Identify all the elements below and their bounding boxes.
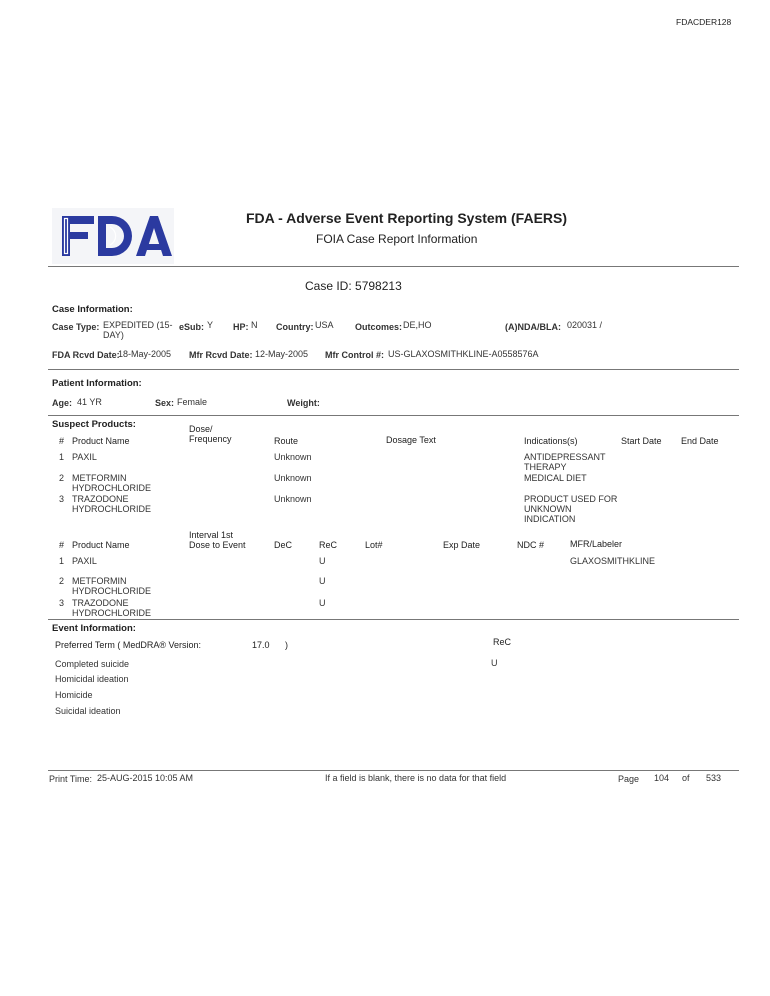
fda-logo-icon — [52, 208, 174, 264]
col-mfr-labeler: MFR/Labeler — [570, 539, 623, 549]
col-interval-1: Interval 1st — [189, 530, 234, 540]
rec-value: U — [319, 598, 326, 608]
divider — [48, 415, 739, 416]
col-interval-2: Dose to Event — [189, 540, 246, 550]
print-time-label: Print Time: — [49, 774, 93, 784]
weight-label: Weight: — [287, 398, 320, 408]
col-rec: ReC — [319, 540, 338, 550]
product-name: TRAZODONE — [72, 598, 129, 608]
event-rec-header: ReC — [493, 637, 512, 647]
nda-label: (A)NDA/BLA: — [505, 322, 561, 332]
product-name-line-2: HYDROCHLORIDE — [72, 608, 152, 618]
footer-divider — [48, 770, 739, 771]
route: Unknown — [274, 494, 312, 504]
indication-line-1: MEDICAL DIET — [524, 473, 587, 483]
row-num: 1 — [59, 452, 65, 462]
product-name: METFORMIN — [72, 473, 127, 483]
case-id-label: Case ID: — [305, 279, 352, 293]
indication-line-1: PRODUCT USED FOR — [524, 494, 618, 504]
country-value: USA — [315, 320, 334, 330]
mfr-rcvd-label: Mfr Rcvd Date: — [189, 350, 253, 360]
of-label: of — [682, 773, 690, 783]
outcomes-value: DE,HO — [403, 320, 432, 330]
row-num: 1 — [59, 556, 65, 566]
col-product-name: Product Name — [72, 540, 130, 550]
col-exp-date: Exp Date — [443, 540, 481, 550]
case-type-value-2: DAY) — [103, 330, 124, 340]
age-value: 41 YR — [77, 397, 102, 407]
fda-rcvd-label: FDA Rcvd Date: — [52, 350, 120, 360]
rec-value: U — [319, 576, 326, 586]
indication-line-2: UNKNOWN — [524, 504, 572, 514]
case-info-title: Case Information: — [52, 304, 133, 315]
outcomes-label: Outcomes: — [355, 322, 403, 332]
sex-value: Female — [177, 397, 208, 407]
preferred-term-label: Preferred Term ( MedDRA® Version: — [55, 640, 202, 650]
col-lot: Lot# — [365, 540, 383, 550]
rec-value: U — [319, 556, 326, 566]
preferred-term-close: ) — [285, 640, 288, 650]
col-num: # — [59, 540, 65, 550]
product-name: PAXIL — [72, 452, 97, 462]
nda-value: 020031 / — [567, 320, 603, 330]
divider — [48, 619, 739, 620]
row-num: 3 — [59, 494, 65, 504]
col-ndc: NDC # — [517, 540, 545, 550]
meddra-version: 17.0 — [252, 640, 270, 650]
sex-label: Sex: — [155, 398, 175, 408]
col-num: # — [59, 436, 65, 446]
col-route: Route — [274, 436, 299, 446]
fda-logo — [52, 208, 174, 264]
mfr-rcvd-value: 12-May-2005 — [255, 349, 309, 359]
case-type-value-1: EXPEDITED (15- — [103, 320, 173, 330]
page-total: 533 — [706, 773, 722, 783]
print-time-value: 25-AUG-2015 10:05 AM — [97, 773, 194, 783]
case-id — [305, 279, 402, 293]
mfr-control-label: Mfr Control #: — [325, 350, 384, 360]
col-dosage-text: Dosage Text — [386, 435, 436, 445]
product-name-line-2: HYDROCHLORIDE — [72, 586, 152, 596]
event-term: Homicide — [55, 690, 93, 700]
event-rec: U — [491, 658, 498, 668]
col-dose-1: Dose/ — [189, 424, 213, 434]
col-dose-2: Frequency — [189, 434, 232, 444]
report-title: FDA - Adverse Event Reporting System (FAERS) — [246, 210, 568, 226]
col-indications: Indications(s) — [524, 436, 578, 446]
page-number: 104 — [654, 773, 670, 783]
header-divider — [48, 266, 739, 267]
fda-rcvd-value: 18-May-2005 — [118, 349, 172, 359]
suspect-products-title: Suspect Products: — [52, 419, 136, 430]
route: Unknown — [274, 452, 312, 462]
event-info-title: Event Information: — [52, 623, 136, 634]
hp-value: N — [251, 320, 258, 330]
patient-info-title: Patient Information: — [52, 378, 142, 389]
document-code: FDACDER128 — [676, 17, 732, 27]
esub-value: Y — [207, 320, 214, 330]
report-subtitle: FOIA Case Report Information — [316, 232, 478, 246]
page-label: Page — [618, 774, 640, 784]
col-product-name: Product Name — [72, 436, 130, 446]
hp-label: HP: — [233, 322, 249, 332]
product-name: TRAZODONE — [72, 494, 129, 504]
indication-line-3: INDICATION — [524, 514, 576, 524]
col-dec: DeC — [274, 540, 293, 550]
esub-label: eSub: — [179, 322, 205, 332]
product-name: PAXIL — [72, 556, 97, 566]
event-term: Suicidal ideation — [55, 706, 121, 716]
case-id-value: 5798213 — [355, 279, 402, 293]
row-num: 2 — [59, 473, 65, 483]
country-label: Country: — [276, 322, 314, 332]
blank-field-note: If a field is blank, there is no data for that field — [325, 773, 507, 783]
case-type-label: Case Type: — [52, 322, 100, 332]
route: Unknown — [274, 473, 312, 483]
event-term: Completed suicide — [55, 659, 130, 669]
mfr-labeler: GLAXOSMITHKLINE — [570, 556, 656, 566]
row-num: 3 — [59, 598, 65, 608]
mfr-control-value: US-GLAXOSMITHKLINE-A0558576A — [388, 349, 539, 359]
indication-line-1: ANTIDEPRESSANT — [524, 452, 606, 462]
col-start-date: Start Date — [621, 436, 662, 446]
product-name: METFORMIN — [72, 576, 127, 586]
indication-line-2: THERAPY — [524, 462, 567, 472]
age-label: Age: — [52, 398, 72, 408]
product-name-line-2: HYDROCHLORIDE — [72, 504, 152, 514]
col-end-date: End Date — [681, 436, 719, 446]
divider — [48, 369, 739, 370]
event-term: Homicidal ideation — [55, 674, 129, 684]
product-name-line-2: HYDROCHLORIDE — [72, 483, 152, 493]
row-num: 2 — [59, 576, 65, 586]
